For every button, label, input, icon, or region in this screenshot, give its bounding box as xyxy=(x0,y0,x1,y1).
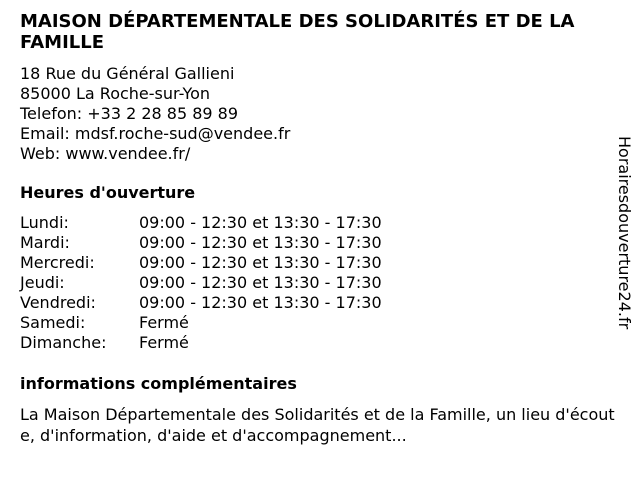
day-hours: 09:00 - 12:30 et 13:30 - 17:30 xyxy=(139,213,382,232)
day-label: Jeudi: xyxy=(20,273,65,292)
street-address: 18 Rue du Général Gallieni xyxy=(20,64,235,83)
day-label: Samedi: xyxy=(20,313,86,332)
day-label: Lundi: xyxy=(20,213,69,232)
day-hours: 09:00 - 12:30 et 13:30 - 17:30 xyxy=(139,293,382,312)
day-label: Mardi: xyxy=(20,233,70,252)
additional-info-heading: informations complémentaires xyxy=(20,374,297,393)
day-hours: 09:00 - 12:30 et 13:30 - 17:30 xyxy=(139,273,382,292)
day-hours: Fermé xyxy=(139,313,189,332)
day-hours: 09:00 - 12:30 et 13:30 - 17:30 xyxy=(139,233,382,252)
opening-hours-heading: Heures d'ouverture xyxy=(20,183,196,202)
phone-number: Telefon: +33 2 28 85 89 89 xyxy=(20,104,239,123)
day-label: Vendredi: xyxy=(20,293,96,312)
day-label: Mercredi: xyxy=(20,253,95,272)
day-hours: Fermé xyxy=(139,333,189,352)
site-watermark: Horairesdouverture24.fr xyxy=(615,136,634,330)
website: Web: www.vendee.fr/ xyxy=(20,144,191,163)
email-address: Email: mdsf.roche-sud@vendee.fr xyxy=(20,124,291,143)
day-label: Dimanche: xyxy=(20,333,107,352)
page-title: MAISON DÉPARTEMENTALE DES SOLIDARITÉS ET DE LA FAMILLE xyxy=(20,11,575,53)
description-text: La Maison Départementale des Solidarités et de la Famille, un lieu d'écoute, d'information, d'aide et d'accompagnement... xyxy=(20,405,615,445)
address-block xyxy=(20,64,290,164)
city-address: 85000 La Roche-sur-Yon xyxy=(20,84,211,103)
day-hours: 09:00 - 12:30 et 13:30 - 17:30 xyxy=(139,253,382,272)
